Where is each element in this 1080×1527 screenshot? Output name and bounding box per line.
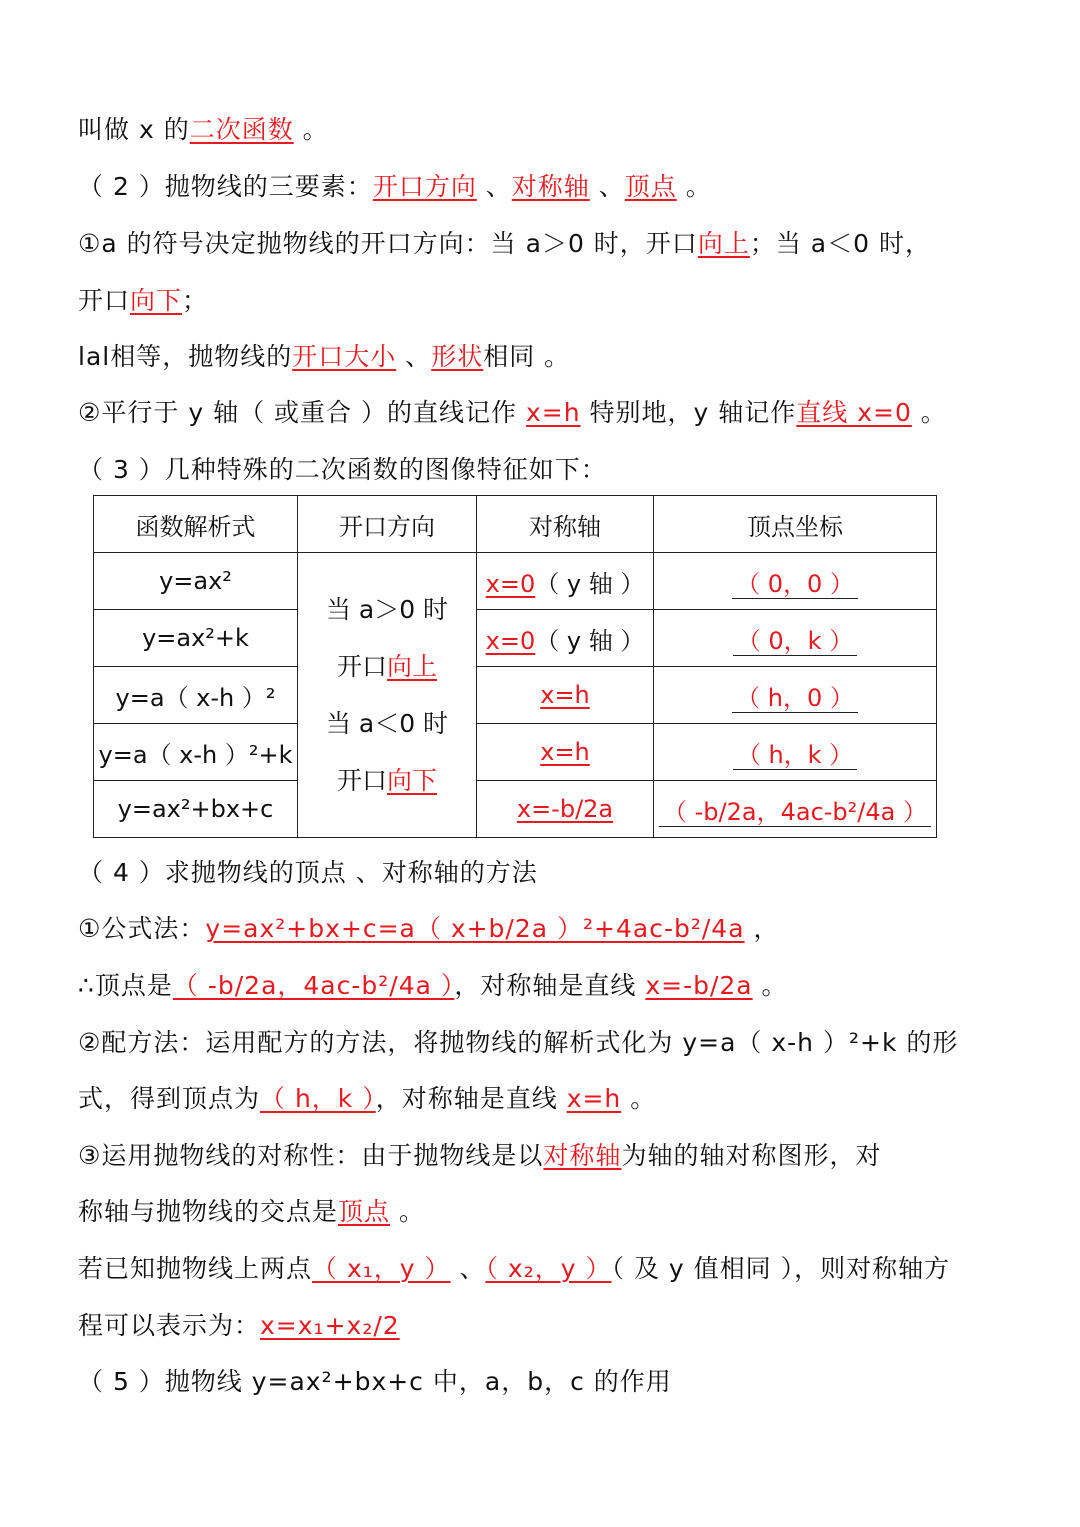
- answer-text: 向上: [697, 229, 750, 258]
- body-text: ①公式法：: [78, 914, 206, 943]
- axis-cell: x=0（ y 轴 ）: [477, 610, 654, 667]
- body-text: 。: [621, 1084, 657, 1113]
- answer-text: y=ax²+bx+c=a（ x+b/2a ）²+4ac-b²/4a: [205, 914, 745, 943]
- answer-text: x=-b/2a: [645, 971, 753, 1000]
- body-text: （ 5 ）抛物线 y=ax²+bx+c 中，a，b，c 的作用: [78, 1367, 672, 1396]
- body-text: ；当 a＜0 时，: [749, 229, 931, 258]
- body-text: 式，得到顶点为: [78, 1084, 261, 1113]
- text-line-vertex-result: [78, 968, 788, 1004]
- section-heading-3: [78, 452, 607, 488]
- axis-cell: x=0（ y 轴 ）: [477, 553, 654, 610]
- text-line-symmetry-method: [78, 1138, 881, 1174]
- text-line-completing-square: [78, 1025, 958, 1061]
- opening-direction-cell: [298, 553, 477, 838]
- body-text: ；: [182, 286, 209, 315]
- table-header-cell: 对称轴: [477, 496, 654, 553]
- text-line-quadratic-def: [78, 112, 329, 148]
- vertex-cell: （ h，0 ）: [654, 667, 937, 724]
- vertex-cell: （ -b/2a，4ac-b²/4a ）: [654, 781, 937, 838]
- quadratic-features-table: [93, 495, 937, 838]
- body-text: 。: [390, 1197, 425, 1226]
- body-text: （ 及 y 值相同 ），则对称轴方: [611, 1254, 951, 1283]
- body-text: 相同 。: [483, 342, 571, 371]
- table-row: [94, 610, 937, 667]
- func-cell: y=a（ x-h ）²+k: [94, 724, 298, 781]
- vertex-cell: （ 0，0 ）: [654, 553, 937, 610]
- table-row: [94, 667, 937, 724]
- answer-text: x=h: [566, 1084, 622, 1113]
- axis-cell: x=h: [477, 667, 654, 724]
- body-text: 若已知抛物线上两点: [78, 1254, 313, 1283]
- table-header-cell: 开口方向: [298, 496, 477, 553]
- body-text: （ 4 ）求抛物线的顶点 、对称轴的方法: [78, 858, 538, 887]
- section-heading-4: [78, 855, 538, 891]
- body-text: ∴顶点是: [78, 971, 173, 1000]
- body-text: lal相等，抛物线的: [78, 342, 293, 371]
- body-text: 为轴的轴对称图形，对: [621, 1141, 882, 1170]
- body-text: 特别地，y 轴记作: [580, 398, 797, 427]
- body-text: ①a 的符号决定抛物线的开口方向：当 a＞0 时，开口: [78, 229, 698, 258]
- answer-text: （ x₁，y ）: [312, 1254, 451, 1283]
- body-text: 开口: [78, 286, 131, 315]
- body-text: 。: [293, 115, 329, 144]
- body-text: ③运用抛物线的对称性：由于抛物线是以: [78, 1141, 544, 1170]
- answer-text: （ h，k ）: [260, 1084, 376, 1113]
- table-row: [94, 781, 937, 838]
- vertex-cell: （ h，k ）: [654, 724, 937, 781]
- body-text: ，对称轴是直线: [454, 971, 646, 1000]
- answer-text: 形状: [431, 342, 484, 371]
- body-text: ，: [744, 914, 780, 943]
- answer-text: 直线 x=0: [796, 398, 912, 427]
- body-text: 称轴与抛物线的交点是: [78, 1197, 339, 1226]
- opening-condition-positive: 当 a＞0 时: [325, 595, 449, 624]
- axis-cell: x=-b/2a: [477, 781, 654, 838]
- table-row: [94, 724, 937, 781]
- answer-text: x=h: [525, 398, 581, 427]
- opening-down-line: 开口向下: [336, 766, 438, 795]
- answer-text: 对称轴: [543, 1141, 622, 1170]
- body-text: ，对称轴是直线: [375, 1084, 567, 1113]
- func-cell: y=a（ x-h ）²: [94, 667, 298, 724]
- body-text: ②配方法：运用配方的方法，将抛物线的解析式化为 y=a（ x-h ）²+k 的形: [78, 1028, 959, 1057]
- func-cell: y=ax²+k: [94, 610, 298, 667]
- body-text: 、: [589, 172, 625, 201]
- body-text: 程可以表示为：: [78, 1311, 261, 1340]
- body-text: 、: [396, 342, 432, 371]
- body-text: 。: [752, 971, 788, 1000]
- answer-text: 二次函数: [189, 115, 294, 144]
- body-text: （ 3 ）几种特殊的二次函数的图像特征如下：: [78, 455, 607, 484]
- table-header-cell: 顶点坐标: [654, 496, 937, 553]
- answer-text: 开口方向: [372, 172, 477, 201]
- section-heading-5: [78, 1364, 672, 1400]
- answer-text: （ x₂，y ）: [485, 1254, 612, 1283]
- answer-text: （ -b/2a，4ac-b²/4a ）: [172, 971, 455, 1000]
- func-cell: y=ax²+bx+c: [94, 781, 298, 838]
- answer-text: 对称轴: [511, 172, 590, 201]
- answer-text: 顶点: [624, 172, 677, 201]
- answer-text: 向下: [130, 286, 183, 315]
- answer-text: 顶点: [338, 1197, 391, 1226]
- text-line-symmetry-result: [78, 1194, 425, 1230]
- text-line-formula-method: [78, 911, 779, 947]
- body-text: 叫做 x 的: [78, 115, 190, 144]
- opening-up-line: 开口向上: [336, 652, 438, 681]
- vertex-cell: （ 0，k ）: [654, 610, 937, 667]
- text-line-abs-a-equal: [78, 339, 570, 375]
- table-header-cell: 函数解析式: [94, 496, 298, 553]
- body-text: 、: [450, 1254, 486, 1283]
- body-text: 。: [911, 398, 947, 427]
- table-row: [94, 553, 937, 610]
- text-line-parallel-y-axis: [78, 395, 947, 431]
- text-line-opening-down: [78, 283, 208, 319]
- answer-text: 开口大小: [292, 342, 397, 371]
- body-text: ②平行于 y 轴（ 或重合 ）的直线记作: [78, 398, 526, 427]
- text-line-two-points: [78, 1251, 950, 1287]
- body-text: 、: [476, 172, 512, 201]
- table-header-row: [94, 496, 937, 553]
- text-line-completing-result: [78, 1081, 656, 1117]
- text-line-sign-of-a: [78, 226, 931, 262]
- axis-cell: x=h: [477, 724, 654, 781]
- body-text: （ 2 ）抛物线的三要素：: [78, 172, 373, 201]
- text-line-axis-equation: [78, 1308, 400, 1344]
- func-cell: y=ax²: [94, 553, 298, 610]
- answer-text: x=x₁+x₂/2: [260, 1311, 400, 1340]
- body-text: 。: [676, 172, 712, 201]
- text-line-three-elements: [78, 169, 712, 205]
- opening-condition-negative: 当 a＜0 时: [325, 709, 449, 738]
